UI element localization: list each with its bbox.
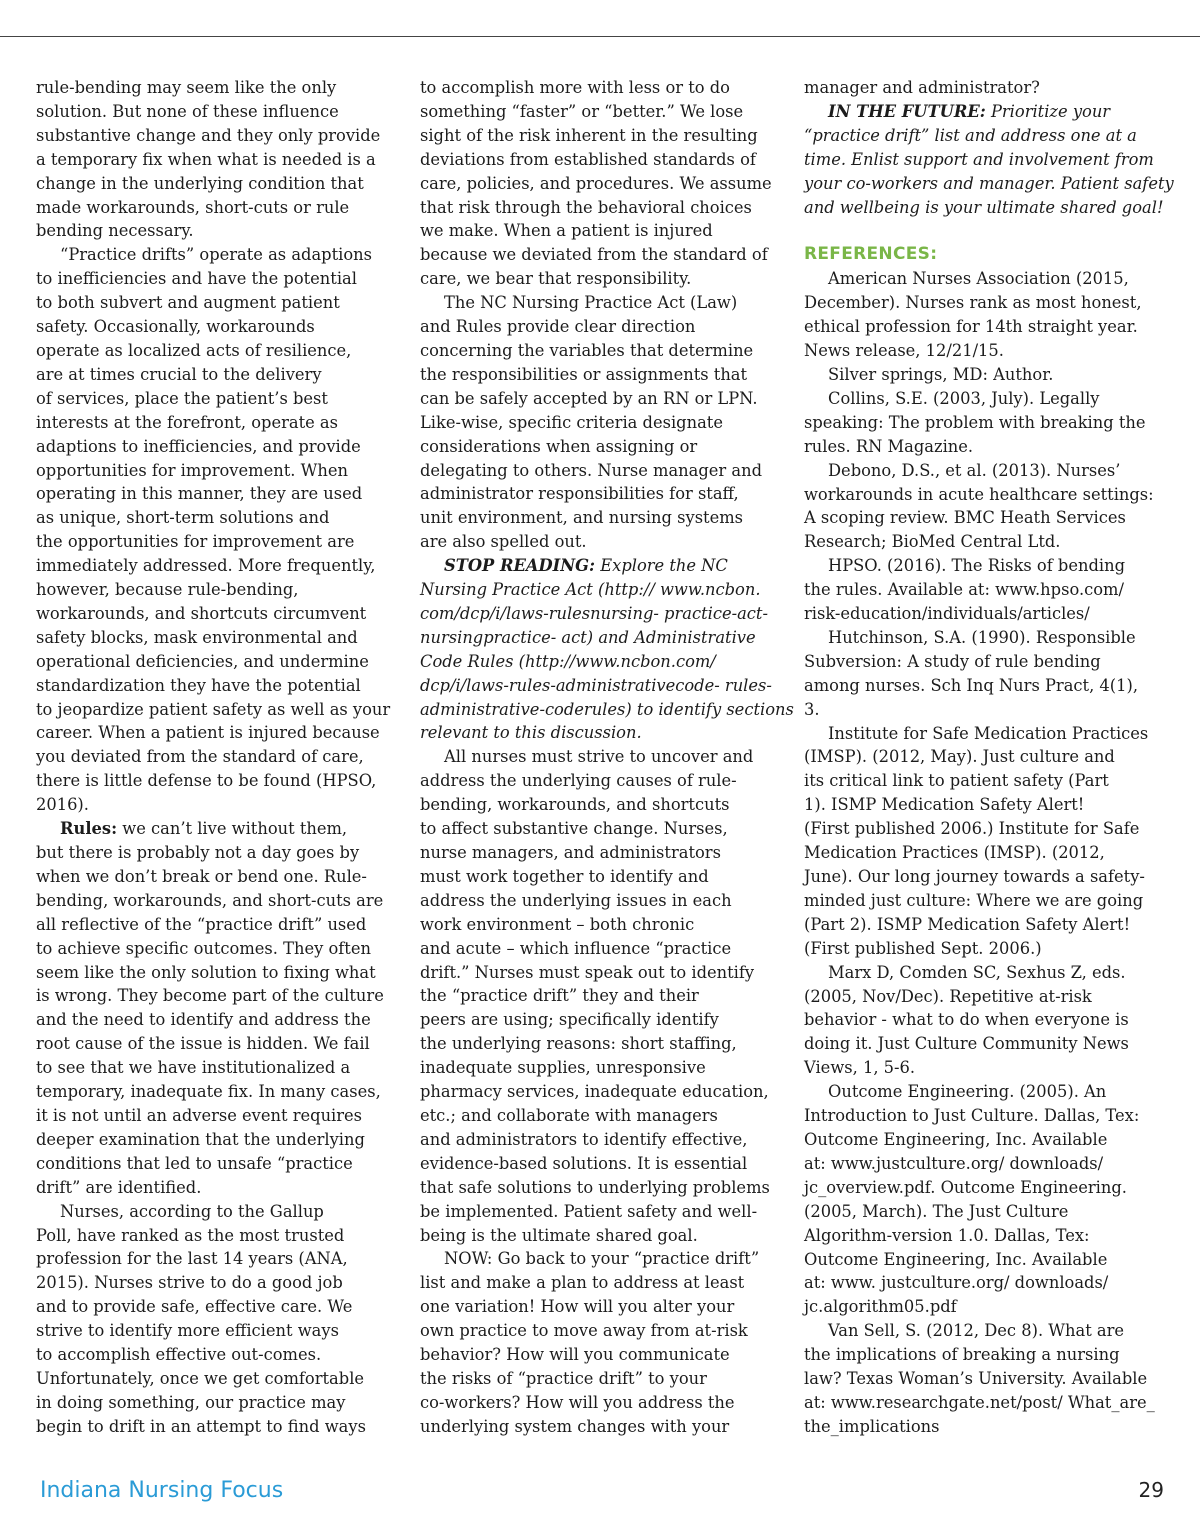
text-line: address the underlying issues in each [420,890,732,910]
text-line: All nurses must strive to uncover and [444,747,754,767]
text-line: the rules. Available at: www.hpso.com/ [804,580,1124,600]
text-line: you deviated from the standard of care, [36,747,364,767]
text-line: to accomplish effective out-comes. [36,1345,322,1365]
text-line: doing it. Just Culture Community News [804,1034,1129,1054]
text-line: bending, workarounds, and shortcuts [420,795,730,815]
text-line: solution. But none of these influence [36,101,339,121]
text-line: Van Sell, S. (2012, Dec 8). What are [828,1321,1125,1341]
text-line: considerations when assigning or [420,436,698,456]
text-line: Institute for Safe Medication Practices [828,723,1149,743]
text-line: the risks of “practice drift” to your [420,1368,707,1388]
text-line: nursingpractice- act) and Administrative [420,627,756,647]
text-line: “Practice drifts” operate as adaptions [60,245,372,265]
text-line: December). Nurses rank as most honest, [804,293,1142,313]
text-line: law? Texas Woman’s University. Available [804,1369,1148,1389]
text-line: NOW: Go back to your “practice drift” [444,1249,760,1269]
text-line: nurse managers, and administrators [420,843,721,862]
text-line: your co-workers and manager. Patient safety [804,173,1174,193]
text-line: Collins, S.E. (2003, July). Legally [828,388,1100,408]
text-line: evidence-based solutions. It is essential [420,1153,748,1173]
text-line: workarounds in acute healthcare settings: [804,484,1154,504]
text-line: the opportunities for improvement are [36,532,355,552]
text-line: bending, workarounds, and short-cuts are [36,890,384,910]
section-spacer [804,219,1166,243]
text-line: 3. [804,699,820,719]
text-line: must work together to identify and [420,866,709,886]
text-line: June). Our long journey towards a safety- [804,867,1145,886]
text-line: safety. Occasionally, workarounds [36,317,315,337]
text-line: its critical link to patient safety (Part [804,771,1109,791]
text-line: the “practice drift” they and their [420,986,699,1006]
text-line: Views, 1, 5-6. [804,1058,916,1078]
text-line: own practice to move away from at-risk [420,1321,748,1341]
text-line: at: www.justculture.org/ downloads/ [804,1153,1104,1173]
text-line: career. When a patient is injured because [36,723,380,743]
text-line: Algorithm-version 1.0. Dallas, Tex: [804,1225,1090,1245]
text-line: Code Rules (http://www.ncbon.com/ [420,651,716,671]
text-line: opportunities for improvement. When [36,460,348,480]
text-line: the implications of breaking a nursing [804,1345,1120,1365]
text-line: (2005, Nov/Dec). Repetitive at-risk [804,986,1092,1006]
text-line: Outcome Engineering, Inc. Available [804,1249,1108,1269]
text-line: of services, place the patient’s best [36,388,328,408]
text-line: made workarounds, short-cuts or rule [36,197,350,217]
text-line: interests at the forefront, operate as [36,412,338,432]
text-line: sight of the risk inherent in the resulting [420,125,758,145]
text-line: can be safely accepted by an RN or LPN. [420,388,758,408]
text-line: peers are using; specifically identify [420,1010,719,1030]
text-line: one variation! How will you alter your [420,1297,735,1317]
text-line: we make. When a patient is injured [420,221,713,241]
text-line: and Rules provide clear direction [420,317,696,337]
text-line: manager and administrator? [804,78,1040,97]
text-line: to affect substantive change. Nurses, [420,819,728,839]
text-line: The NC Nursing Practice Act (Law) [444,293,738,313]
text-line: underlying system changes with your [420,1416,730,1436]
text-line: Unfortunately, once we get comfortable [36,1368,365,1388]
text-line: A scoping review. BMC Heath Services [804,508,1126,528]
text-line: all reflective of the “practice drift” used [36,914,367,934]
text-line: are at times crucial to the delivery [36,364,322,384]
text-line: safety blocks, mask environmental and [36,627,358,647]
text-line: at: www. justculture.org/ downloads/ [804,1273,1109,1293]
text-line: ethical profession for 14th straight year. [804,317,1138,337]
text-line: time. Enlist support and involvement from [804,149,1154,169]
text-line: the_implications [804,1416,940,1436]
text-line: in doing something, our practice may [36,1392,346,1412]
text-line: strive to identify more efficient ways [36,1321,339,1341]
text-line: 2015). Nurses strive to do a good job [36,1273,343,1293]
text-line: drift.” Nurses must speak out to identify [420,962,755,982]
text-line: dcp/i/laws-rules-administrativecode- rules- [420,675,772,695]
text-line: deviations from established standards of [420,149,756,169]
text-line: (First published 2006.) Institute for Safe [804,819,1140,839]
text-line: drift” are identified. [36,1177,202,1197]
text-line: care, we bear that responsibility. [420,269,692,289]
text-line: behavior - what to do when everyone is [804,1010,1129,1030]
text-line: behavior? How will you communicate [420,1345,730,1365]
text-line: conditions that led to unsafe “practice [36,1153,353,1173]
text-line: work environment – both chronic [420,914,695,934]
top-rule [0,36,1200,37]
text-line: Introduction to Just Culture. Dallas, Tex: [804,1106,1140,1126]
article-column-3 [804,76,1174,1439]
text-line: etc.; and collaborate with managers [420,1105,718,1125]
text-line: Research; BioMed Central Ltd. [804,532,1061,552]
text-line: at: www.researchgate.net/post/ What_are_ [804,1392,1155,1412]
text-line: operational deficiencies, and undermine [36,651,369,671]
text-line: 2016). [36,795,89,815]
text-line: administrative-coderules) to identify sections [420,699,794,719]
text-line: but there is probably not a day goes by [36,843,360,862]
text-line: Debono, D.S., et al. (2013). Nurses’ [828,460,1121,480]
text-line: there is little defense to be found (HPSO, [36,771,377,791]
text-line: Poll, have ranked as the most trusted [36,1225,345,1245]
text-line: adaptions to inefficiencies, and provide [36,436,361,456]
text-line: begin to drift in an attempt to find ways [36,1416,366,1436]
text-line: risk-education/individuals/articles/ [804,604,1090,624]
text-line: be implemented. Patient safety and well- [420,1201,758,1221]
text-line: minded just culture: Where we are going [804,890,1144,910]
text-line: rule-bending may seem like the only [36,78,337,97]
text-line: care, policies, and procedures. We assume [420,173,772,193]
text-line: Medication Practices (IMSP). (2012, [804,843,1105,863]
text-line: standardization they have the potential [36,675,361,695]
text-line: “practice drift” list and address one at a [804,125,1137,145]
text-line: a temporary fix when what is needed is a [36,149,376,169]
text-line: speaking: The problem with breaking the [804,412,1146,432]
page-number: 29 [1138,1478,1164,1502]
text-line: it is not until an adverse event requires [36,1105,363,1125]
text-line: Outcome Engineering. (2005). An [828,1082,1107,1102]
text-line: among nurses. Sch Inq Nurs Pract, 4(1), [804,675,1139,695]
text-line: rules. RN Magazine. [804,436,974,456]
text-line: HPSO. (2016). The Risks of bending [828,556,1125,576]
text-line: to jeopardize patient safety as well as your [36,699,391,719]
text-line: (Part 2). ISMP Medication Safety Alert! [804,914,1131,934]
text-line: that safe solutions to underlying problems [420,1177,770,1197]
run-in-heading: IN THE FUTURE: [828,101,986,121]
text-line: American Nurses Association (2015, [828,269,1129,289]
text-line: 1). ISMP Medication Safety Alert! [804,795,1085,815]
text-line: Subversion: A study of rule bending [804,651,1101,671]
text-line: Marx D, Comden SC, Sexhus Z, eds. [828,962,1126,982]
text-line: Outcome Engineering, Inc. Available [804,1129,1108,1149]
text-line: the underlying reasons: short staffing, [420,1034,737,1054]
text-line: concerning the variables that determine [420,340,754,360]
text-line: seem like the only solution to fixing what [36,962,376,982]
line-text: Prioritize your [985,101,1111,121]
text-line: are also spelled out. [420,532,587,552]
text-line: that risk through the behavioral choices [420,197,752,217]
text-line: to achieve specific outcomes. They often [36,938,371,958]
text-line: deeper examination that the underlying [36,1129,365,1149]
text-line: jc.algorithm05.pdf [804,1297,957,1317]
publication-title: Indiana Nursing Focus [40,1478,284,1503]
text-line: list and make a plan to address at least [420,1273,745,1293]
text-line: Like-wise, specific criteria designate [420,412,723,432]
text-line: delegating to others. Nurse manager and [420,460,762,480]
text-line: (2005, March). The Just Culture [804,1201,1069,1221]
text-line: because we deviated from the standard of [420,245,768,265]
text-line: News release, 12/21/15. [804,341,1004,361]
text-line: temporary, inadequate fix. In many cases, [36,1082,381,1102]
text-line: address the underlying causes of rule- [420,771,737,791]
text-line: unit environment, and nursing systems [420,508,744,528]
text-line: pharmacy services, inadequate education, [420,1082,769,1102]
text-line: and acute – which influence “practice [420,938,732,958]
text-line: as unique, short-term solutions and [36,508,330,528]
text-line: however, because rule-bending, [36,580,299,600]
line-text: Explore the NC [595,556,728,576]
text-line [36,817,396,841]
text-line: com/dcp/i/laws-rulesnursing- practice-act- [420,603,768,623]
text-line: Hutchinson, S.A. (1990). Responsible [828,627,1136,647]
text-line: to accomplish more with less or to do [420,78,730,97]
line-text: we can’t live without them, [117,819,348,839]
text-line: change in the underlying condition that [36,173,364,193]
references-heading: REFERENCES: [804,244,938,265]
text-line: immediately addressed. More frequently, [36,556,376,576]
text-line [420,554,782,578]
text-line: when we don’t break or bend one. Rule- [36,866,367,886]
run-in-heading: STOP READING: [444,556,596,576]
text-line [804,100,1166,124]
text-line: and to provide safe, effective care. We [36,1297,353,1317]
article-column-1 [36,76,396,1439]
text-line: (First published Sept. 2006.) [804,938,1042,958]
text-line: to inefficiencies and have the potential [36,269,357,289]
text-line: workarounds, and shortcuts circumvent [36,603,367,623]
text-line: inadequate supplies, unresponsive [420,1058,706,1078]
text-line: profession for the last 14 years (ANA, [36,1249,348,1269]
text-line: relevant to this discussion. [420,723,642,743]
text-line: is wrong. They become part of the culture [36,986,384,1006]
text-line: the responsibilities or assignments that [420,364,748,384]
text-line: Silver springs, MD: Author. [828,364,1054,384]
text-line: substantive change and they only provide [36,125,381,145]
text-line: and the need to identify and address the [36,1010,371,1030]
text-line: Nurses, according to the Gallup [60,1201,324,1221]
article-column-2 [420,76,794,1439]
text-line: to both subvert and augment patient [36,293,340,313]
text-line: operate as localized acts of resilience, [36,340,352,360]
text-line: and wellbeing is your ultimate shared goal! [804,197,1164,217]
text-line: administrator responsibilities for staff, [420,484,739,504]
text-line: bending necessary. [36,221,194,241]
text-line: jc_overview.pdf. Outcome Engineering. [804,1177,1127,1197]
text-line: (IMSP). (2012, May). Just culture and [804,747,1115,767]
text-line: root cause of the issue is hidden. We fail [36,1034,370,1054]
text-line: being is the ultimate shared goal. [420,1225,698,1245]
text-line: Nursing Practice Act (http:// www.ncbon. [420,580,761,600]
text-line: operating in this manner, they are used [36,484,363,504]
run-in-heading: Rules: [60,819,118,839]
text-line: co-workers? How will you address the [420,1392,735,1412]
text-line: something “faster” or “better.” We lose [420,101,744,121]
text-line: to see that we have institutionalized a [36,1058,351,1078]
text-line: and administrators to identify effective, [420,1129,748,1149]
